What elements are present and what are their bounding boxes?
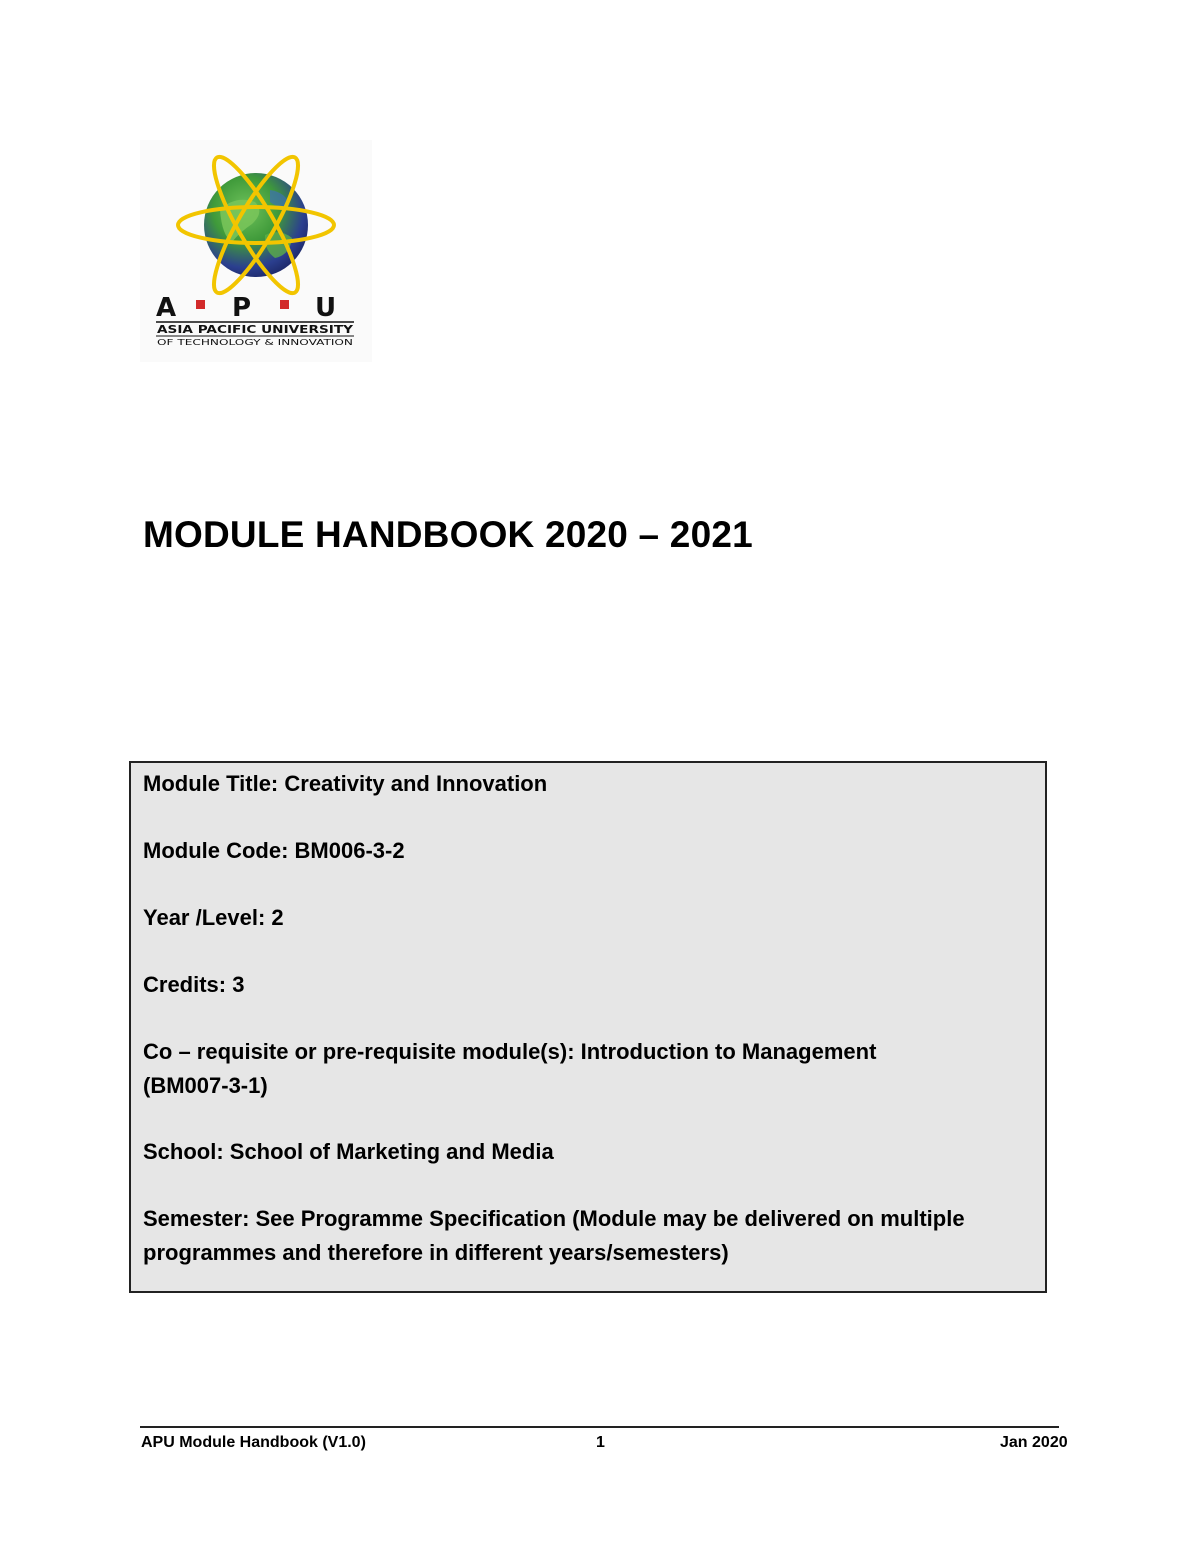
module-semester: Semester: See Programme Specification (Module may be delivered on multiple — [143, 1206, 965, 1231]
footer-divider — [140, 1426, 1059, 1428]
footer-page-number: 1 — [596, 1434, 605, 1451]
apu-logo — [140, 140, 372, 362]
logo-line1: ASIA PACIFIC UNIVERSITY — [157, 324, 354, 336]
module-level: Year /Level: 2 — [143, 905, 284, 930]
module-requisite: Co – requisite or pre-requisite module(s): Introduction to Management — [143, 1039, 877, 1064]
module-info-box — [129, 761, 1047, 1293]
module-title: Module Title: Creativity and Innovation — [143, 771, 548, 796]
module-code: Module Code: BM006-3-2 — [143, 838, 405, 863]
module-requisite-code: (BM007-3-1) — [143, 1073, 268, 1098]
footer-handbook-version: APU Module Handbook (V1.0) — [141, 1434, 366, 1451]
svg-text:A: A — [156, 293, 177, 323]
module-semester-note: programmes and therefore in different years/semesters) — [143, 1240, 729, 1265]
page-title: MODULE HANDBOOK 2020 – 2021 — [143, 514, 753, 555]
svg-text:P: P — [232, 293, 252, 323]
apu-wordmark — [156, 293, 354, 347]
footer-date: Jan 2020 — [1000, 1434, 1068, 1451]
module-credits: Credits: 3 — [143, 972, 245, 997]
svg-text:U: U — [315, 293, 337, 323]
logo-line2: OF TECHNOLOGY & INNOVATION — [157, 338, 353, 347]
module-school: School: School of Marketing and Media — [143, 1139, 554, 1164]
